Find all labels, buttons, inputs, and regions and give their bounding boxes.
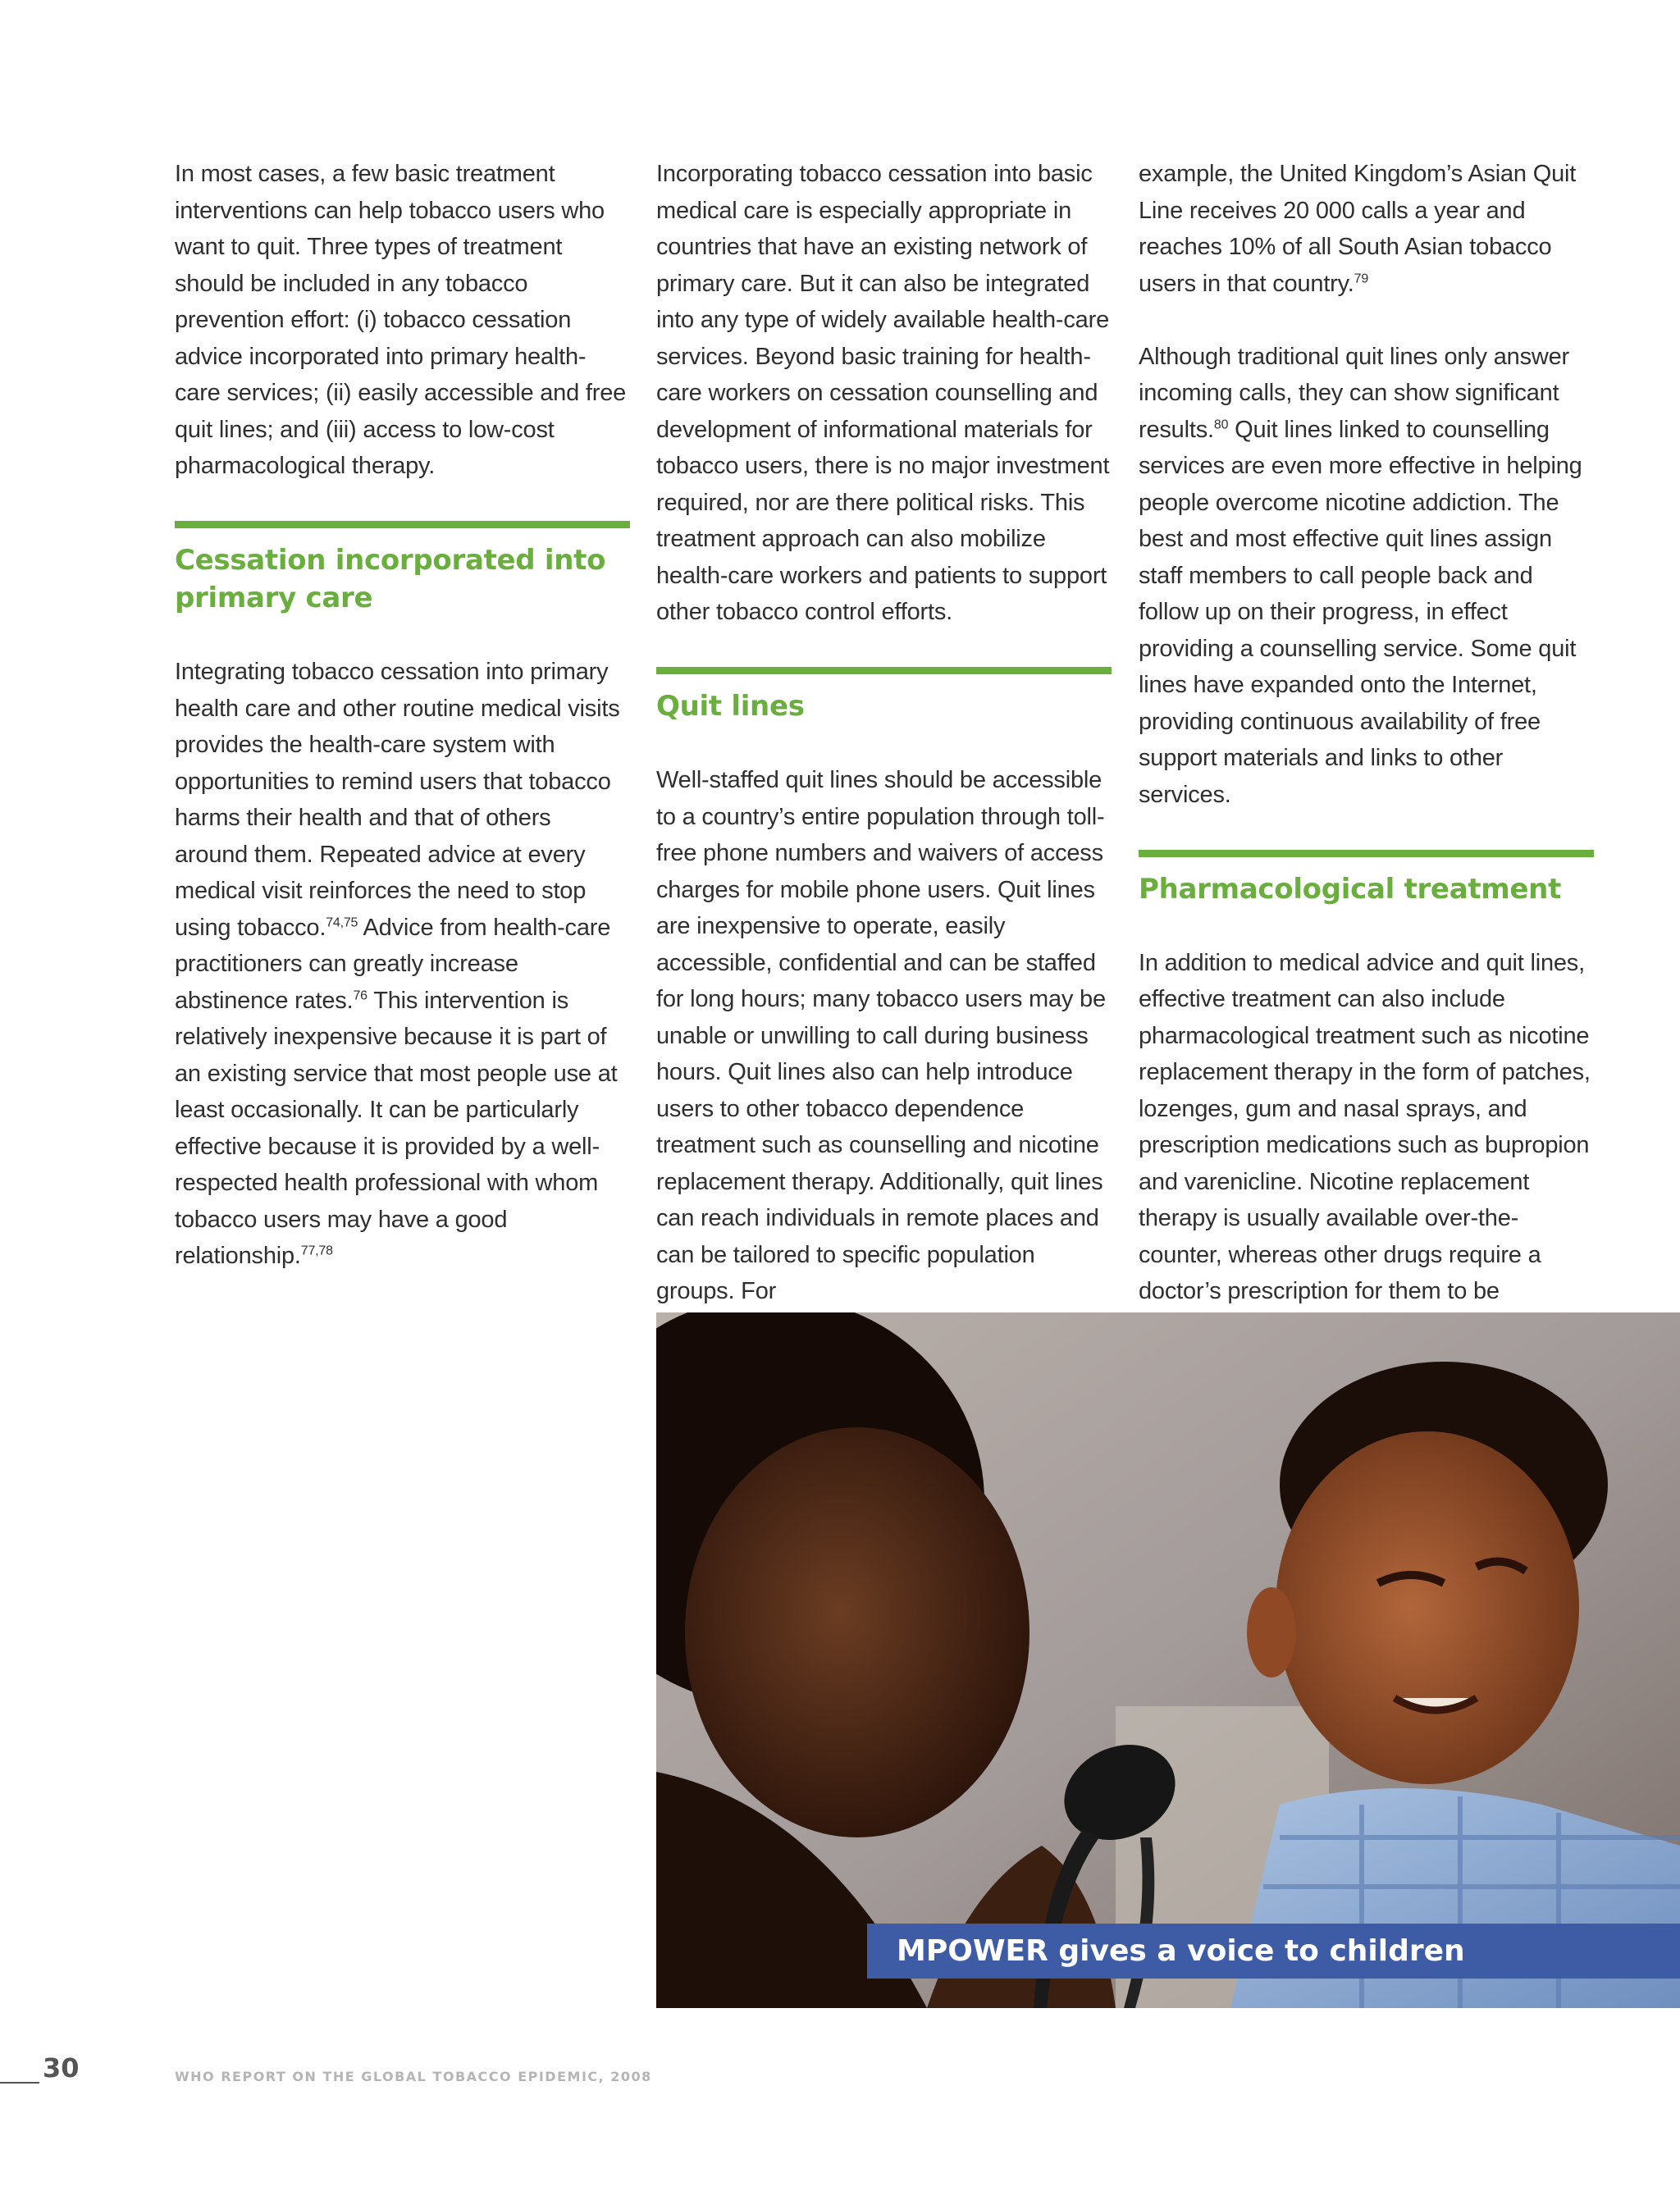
- section-heading-primary-care: Cessation incorporated into primary care: [175, 544, 606, 614]
- section-heading-quit-lines: Quit lines: [656, 690, 805, 723]
- photo-illustration: [656, 1312, 1680, 2008]
- footer-rule: [0, 2082, 39, 2084]
- reference-74-75: 74,75: [326, 915, 358, 929]
- primary-care-text-2: Advice from health-care practitioners can greatly increase abstinence rates.: [175, 914, 611, 1014]
- primary-care-text-3: This intervention is relatively inexpensive because it is part of an existing service that most people use at least occasionally. It can be particularly effective because it is provided by a well-respected health professional with whom tobacco users may have a good relationship.: [175, 987, 618, 1269]
- page-number: 30: [43, 2052, 80, 2084]
- section-rule: [656, 667, 1112, 674]
- section-heading-pharmacological: Pharmacological treatment: [1139, 872, 1562, 906]
- quit-lines-results-text-1: Although traditional quit lines only answer incoming calls, they can show significant results.: [1139, 343, 1569, 443]
- children-microphone-photo: [656, 1312, 1680, 2008]
- intro-paragraph: In most cases, a few basic treatment interventions can help tobacco users who want to quit. Three types of treatment should be included in any tobacco prevention effort: (i) tobacco cessation advice incorporated into primary health-care services; (ii) easily accessible and free quit lines; and (iii) access to low-cost pharmacological therapy.: [175, 161, 627, 479]
- pharmacological-paragraph: In addition to medical advice and quit lines, effective treatment can also include pharmacological treatment such as nicotine replacement therapy in the form of patches, lozenges, gum and nasal sprays, and prescription medications such as bupropion and varenicline. Nicotine replacement therapy is usually available over-the-counter, whereas other drugs require a doctor’s prescription for them to be: [1139, 949, 1591, 1304]
- asian-quit-line-paragraph: [1139, 156, 1594, 302]
- quit-lines-paragraph: Well-staffed quit lines should be accessible to a country’s entire population through toll-free phone numbers and waivers of access charges for mobile phone users. Quit lines are inexpensive to operate, easily accessible, confidential and can be staffed for long hours; many tobacco users may be unable or unwilling to call during business hours. Quit lines also can help introduce users to other tobacco dependence treatment such as counselling and nicotine replacement therapy. Additionally, quit lines can reach individuals in remote places and can be tailored to specific population groups. For: [656, 767, 1106, 1304]
- section-rule: [1139, 850, 1594, 857]
- reference-79: 79: [1354, 271, 1369, 285]
- primary-care-text-1: Integrating tobacco cessation into primary health care and other routine medical visits provides the health-care system with opportunities to remind users that tobacco harms their health and that of others around them. Repeated advice at every medical visit reinforces the need to stop using tobacco.: [175, 659, 620, 941]
- running-title: WHO REPORT ON THE GLOBAL TOBACCO EPIDEMIC, 2008: [175, 2069, 652, 2084]
- text-column-2: [656, 156, 1112, 1346]
- text-column-3: [1139, 156, 1594, 1383]
- basic-care-paragraph: Incorporating tobacco cessation into basic medical care is especially appropriate in countries that have an existing network of primary care. But it can also be integrated into any type of widely available health-care services. Beyond basic training for health-care workers on cessation counselling and development of informational materials for tobacco users, there is no major investment required, nor are there political risks. This treatment approach can also mobilize health-care workers and patients to support other tobacco control efforts.: [656, 161, 1110, 625]
- quit-lines-results-text-2: Quit lines linked to counselling services are even more effective in helping people overcome nicotine addiction. The best and most effective quit lines assign staff members to call people back and follow up on their progress, in effect providing a counselling service. Some quit lines have expanded onto the Internet, providing continuous availability of free support materials and links to other services.: [1139, 416, 1582, 808]
- reference-76: 76: [353, 988, 368, 1002]
- primary-care-paragraph: [175, 654, 630, 1275]
- photo-caption: MPOWER gives a voice to children: [867, 1924, 1680, 1979]
- asian-quit-line-text: example, the United Kingdom’s Asian Quit Line receives 20 000 calls a year and reaches 10% of all South Asian tobacco users in that country.: [1139, 161, 1577, 297]
- section-rule: [175, 521, 630, 528]
- reference-80: 80: [1213, 417, 1229, 431]
- text-column-1: [175, 156, 630, 1311]
- quit-lines-results-paragraph: [1139, 339, 1594, 814]
- reference-77-78: 77,78: [300, 1244, 333, 1258]
